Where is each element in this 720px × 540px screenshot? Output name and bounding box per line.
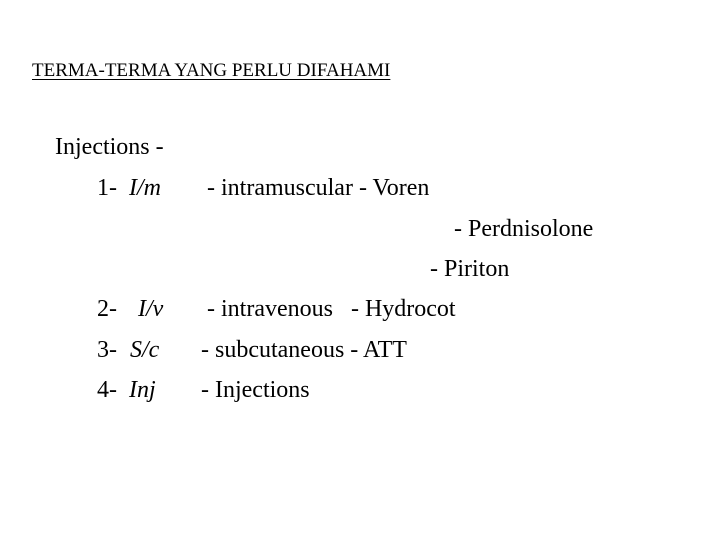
row-abbreviation: I/v bbox=[138, 296, 164, 322]
row-number: 3- bbox=[97, 337, 117, 363]
row-abbreviation: S/c bbox=[130, 337, 160, 363]
row-number: 2- bbox=[97, 296, 117, 322]
row-description: - Injections bbox=[201, 377, 310, 403]
row-description: - intravenous - Hydrocot bbox=[207, 296, 456, 322]
row-number: 1- bbox=[97, 175, 117, 201]
row-extra: - Perdnisolone bbox=[454, 216, 594, 242]
row-description: - intramuscular - Voren bbox=[207, 175, 430, 201]
section-heading: Injections - bbox=[55, 134, 164, 160]
row-abbreviation: I/m bbox=[129, 175, 161, 201]
page-title: TERMA-TERMA YANG PERLU DIFAHAMI bbox=[32, 60, 391, 81]
row-extra: - Piriton bbox=[430, 256, 510, 282]
row-description: - subcutaneous - ATT bbox=[201, 337, 407, 363]
row-abbreviation: Inj bbox=[129, 377, 156, 403]
row-number: 4- bbox=[97, 377, 117, 403]
